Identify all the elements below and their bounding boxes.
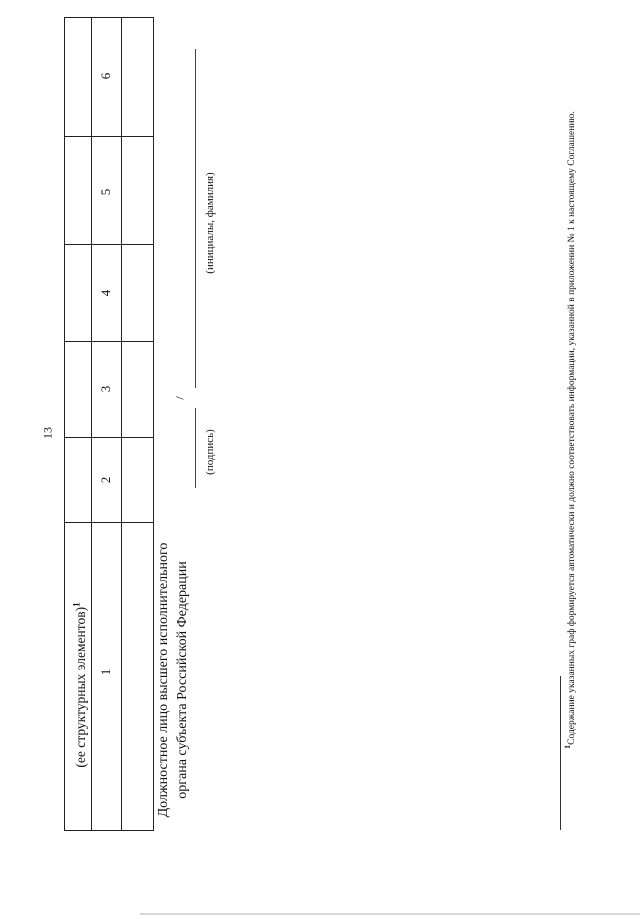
official-title-line-2: органа субъекта Российской Федерации [175, 561, 190, 799]
name-label: (инициалы, фамилия) [204, 172, 216, 274]
table-header-cell: (ее структурных элементов)$^1$ [71, 602, 88, 768]
page-number: 13 [40, 427, 55, 439]
table-col-divider [64, 136, 154, 137]
column-number: 1 [98, 668, 113, 676]
footnote: $^1$Содержание указанных граф формируется автоматически и должно соответствовать информации, указанной в приложении № 1 к настоящему Соглашению. [562, 111, 578, 749]
table-col-divider [64, 244, 154, 245]
table-row-divider [121, 17, 122, 831]
signature-line [195, 408, 196, 488]
signature-label: (подпись) [204, 429, 216, 475]
table-col-divider [91, 522, 154, 523]
table-col-divider [64, 437, 154, 438]
scan-edge [140, 913, 640, 915]
column-number: 3 [98, 385, 113, 393]
table-header-divider [64, 522, 91, 523]
official-title-line-1: Должностное лицо высшего исполнительного [156, 542, 171, 818]
signature-separator: / [172, 396, 187, 400]
name-line [195, 49, 196, 388]
column-number: 6 [98, 72, 113, 80]
column-number: 2 [98, 476, 113, 484]
column-number: 4 [98, 289, 113, 297]
table-row-divider [91, 17, 92, 831]
column-number: 5 [98, 188, 113, 196]
table-col-divider [64, 341, 154, 342]
footnote-separator [560, 676, 561, 830]
